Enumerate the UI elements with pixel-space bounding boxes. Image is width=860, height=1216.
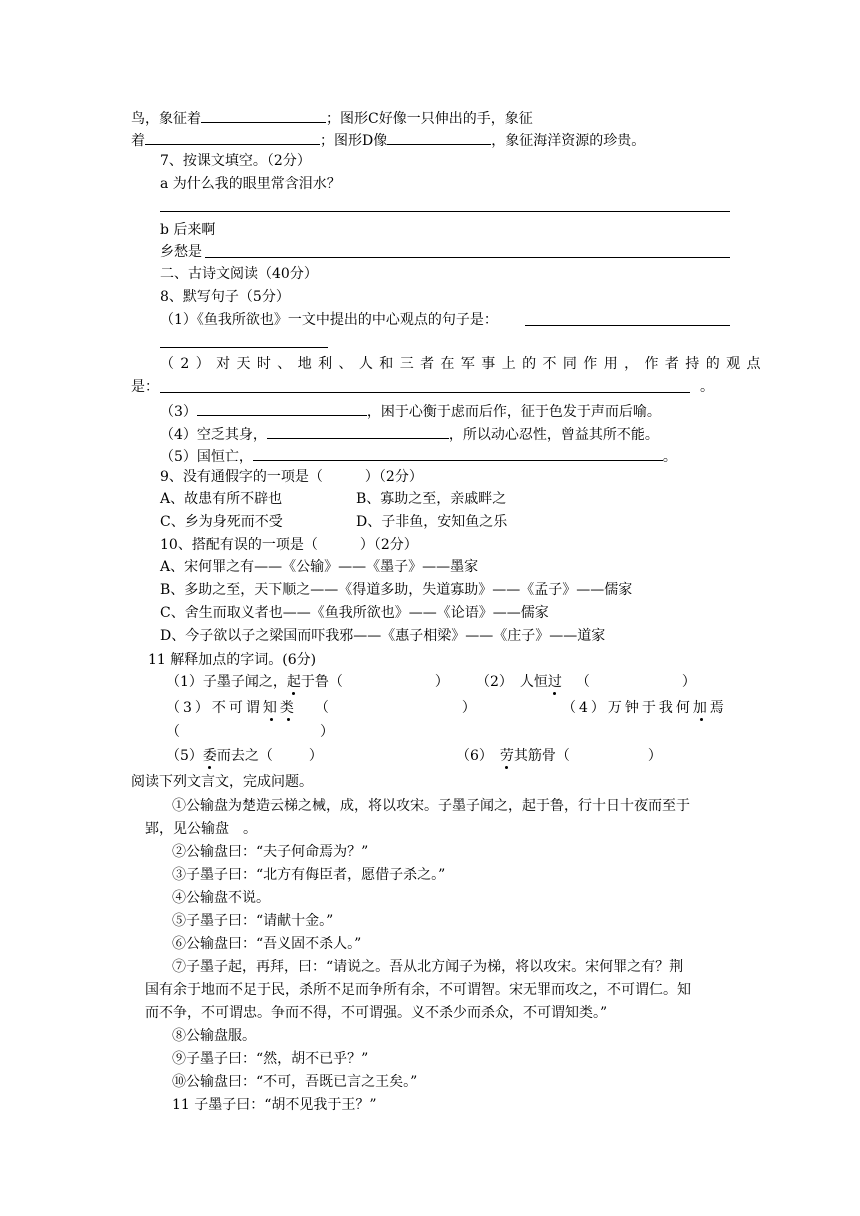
- q9-option-b[interactable]: B、寡助之至，亲戚畔之: [356, 491, 507, 507]
- q11-item-5: （5）委而去之（ ）: [166, 748, 323, 764]
- passage-p11: 11 子墨子曰：“胡不见我于王？”: [172, 1097, 377, 1113]
- q9-option-c[interactable]: C、乡为身死而不受: [160, 514, 283, 530]
- q10-option-d[interactable]: D、今子欲以子之梁国而吓我邪——《惠子相梁》——《庄子》——道家: [160, 628, 606, 644]
- dotted-char: 类: [279, 700, 297, 716]
- q8-s1: （1）《鱼我所欲也》一文中提出的中心观点的句子是：: [160, 312, 498, 328]
- q8-s1-blank-a[interactable]: [525, 325, 730, 326]
- passage-p1a: ①公输盘为楚造云梯之械，成，将以攻宋。子墨子闻之，起于鲁，行十日十夜而至于: [172, 798, 690, 814]
- q9-title: 9、没有通假字的一项是（ ）（2分）: [160, 469, 423, 485]
- q8-s4: （4）空乏其身， ，所以动心忍性，曾益其所不能。: [160, 422, 659, 442]
- q6-blank-1[interactable]: [201, 106, 326, 123]
- q7-a: a 为什么我的眼里常含泪水？: [160, 176, 341, 192]
- q11-item-3: （3）不可谓知类 （ ）: [166, 700, 479, 716]
- q6-blank-2[interactable]: [145, 128, 320, 145]
- q8-s5: （5）国恒亡， 。: [160, 444, 677, 464]
- q11-item-1: （1）子墨子闻之，起于鲁（ ）: [166, 674, 449, 690]
- dotted-char: 加: [692, 700, 710, 716]
- q10-option-b[interactable]: B、多助之至，天下顺之——《得道多助，失道寡助》——《孟子》——儒家: [160, 582, 633, 598]
- q7-b-answer-line[interactable]: [205, 257, 730, 258]
- q6-line2: 着 ；图形D像 ，象征海洋资源的珍贵。: [131, 128, 645, 148]
- passage-p7a: ⑦子墨子起，再拜，曰：“请说之。吾从北方闻子为梯，将以攻宋。宋何罪之有？荆: [172, 959, 684, 975]
- dotted-char: 劳: [499, 748, 514, 764]
- q6-blank-3[interactable]: [387, 128, 491, 145]
- passage-p3: ③子墨子曰：“北方有侮臣者，愿借子杀之。”: [172, 867, 446, 883]
- dotted-char: 过: [547, 674, 562, 690]
- passage-p8: ⑧公输盘服。: [172, 1028, 256, 1044]
- q11-item-6: （6） 劳其筋骨（ ）: [456, 748, 662, 764]
- q8-s2b: 是：: [131, 379, 159, 395]
- section-2-heading: 二、古诗文阅读（40分）: [160, 266, 318, 282]
- q8-s4-blank[interactable]: [267, 422, 449, 439]
- passage-p7c: 而不争，不可谓忠。争而不得，不可谓强。义不杀少而杀众，不可谓知类。”: [145, 1005, 608, 1021]
- q11-title: 11 解释加点的字词。(6分): [148, 652, 317, 668]
- passage-p6: ⑥公输盘曰：“吾义固不杀人。”: [172, 936, 362, 952]
- q8-s5-blank[interactable]: [253, 444, 663, 461]
- passage-p9: ⑨子墨子曰：“然，胡不已乎？”: [172, 1051, 369, 1067]
- passage-p1b: 郢，见公输盘 。: [145, 821, 257, 837]
- dotted-char: 知: [262, 700, 280, 716]
- q10-option-a[interactable]: A、宋何罪之有——《公输》——《墨子》——墨家: [160, 559, 479, 575]
- q7-b2: 乡愁是: [160, 244, 202, 260]
- q9-option-a[interactable]: A、故患有所不辟也: [160, 491, 283, 507]
- q8-s2-blank[interactable]: [160, 392, 690, 393]
- passage-p7b: 国有余于地而不足于民，杀所不足而争所有余，不可谓智。宋无罪而攻之，不可谓仁。知: [145, 982, 691, 998]
- q11-item-4-answer: （ ）: [166, 724, 334, 740]
- q8-s2-end: 。: [700, 379, 714, 395]
- passage-p2: ②公输盘曰：“夫子何命焉为？”: [172, 844, 369, 860]
- reading-intro: 阅读下列文言文，完成问题。: [131, 774, 313, 790]
- passage-p5: ⑤子墨子曰：“请献十金。”: [172, 913, 334, 929]
- q10-option-c[interactable]: C、舍生而取义者也——《鱼我所欲也》——《论语》——儒家: [160, 605, 549, 621]
- q7-title: 7、按课文填空。（2分）: [160, 153, 311, 169]
- passage-p4: ④公输盘不说。: [172, 890, 270, 906]
- q11-item-2: （2） 人恒过 （ ）: [476, 674, 696, 690]
- passage-p10: ⑩公输盘曰：“不可，吾既已言之王矣。”: [172, 1074, 418, 1090]
- q6-line1: 鸟，象征着 ；图形C好像一只伸出的手，象征: [131, 106, 533, 126]
- q11-item-4: （4）万钟于我何加焉: [562, 700, 727, 716]
- q8-s3: （3） ，困于心衡于虑而后作，征于色发于声而后喻。: [160, 399, 661, 419]
- dotted-char: 委: [202, 748, 217, 764]
- q10-title: 10、搭配有误的一项是（ ）（2分）: [160, 537, 418, 553]
- q8-s2: （2）对天时、地利、人和三者在军事上的不同作用，作者持的观点: [160, 356, 767, 372]
- q7-a-answer-line[interactable]: [160, 211, 730, 212]
- q8-s3-blank[interactable]: [197, 399, 367, 416]
- q7-b: b 后来啊: [160, 222, 216, 238]
- q9-option-d[interactable]: D、子非鱼，安知鱼之乐: [356, 514, 508, 530]
- dotted-char: 起: [286, 674, 301, 690]
- q8-s1-blank-b[interactable]: [160, 347, 328, 348]
- q8-title: 8、默写句子（5分）: [160, 289, 290, 305]
